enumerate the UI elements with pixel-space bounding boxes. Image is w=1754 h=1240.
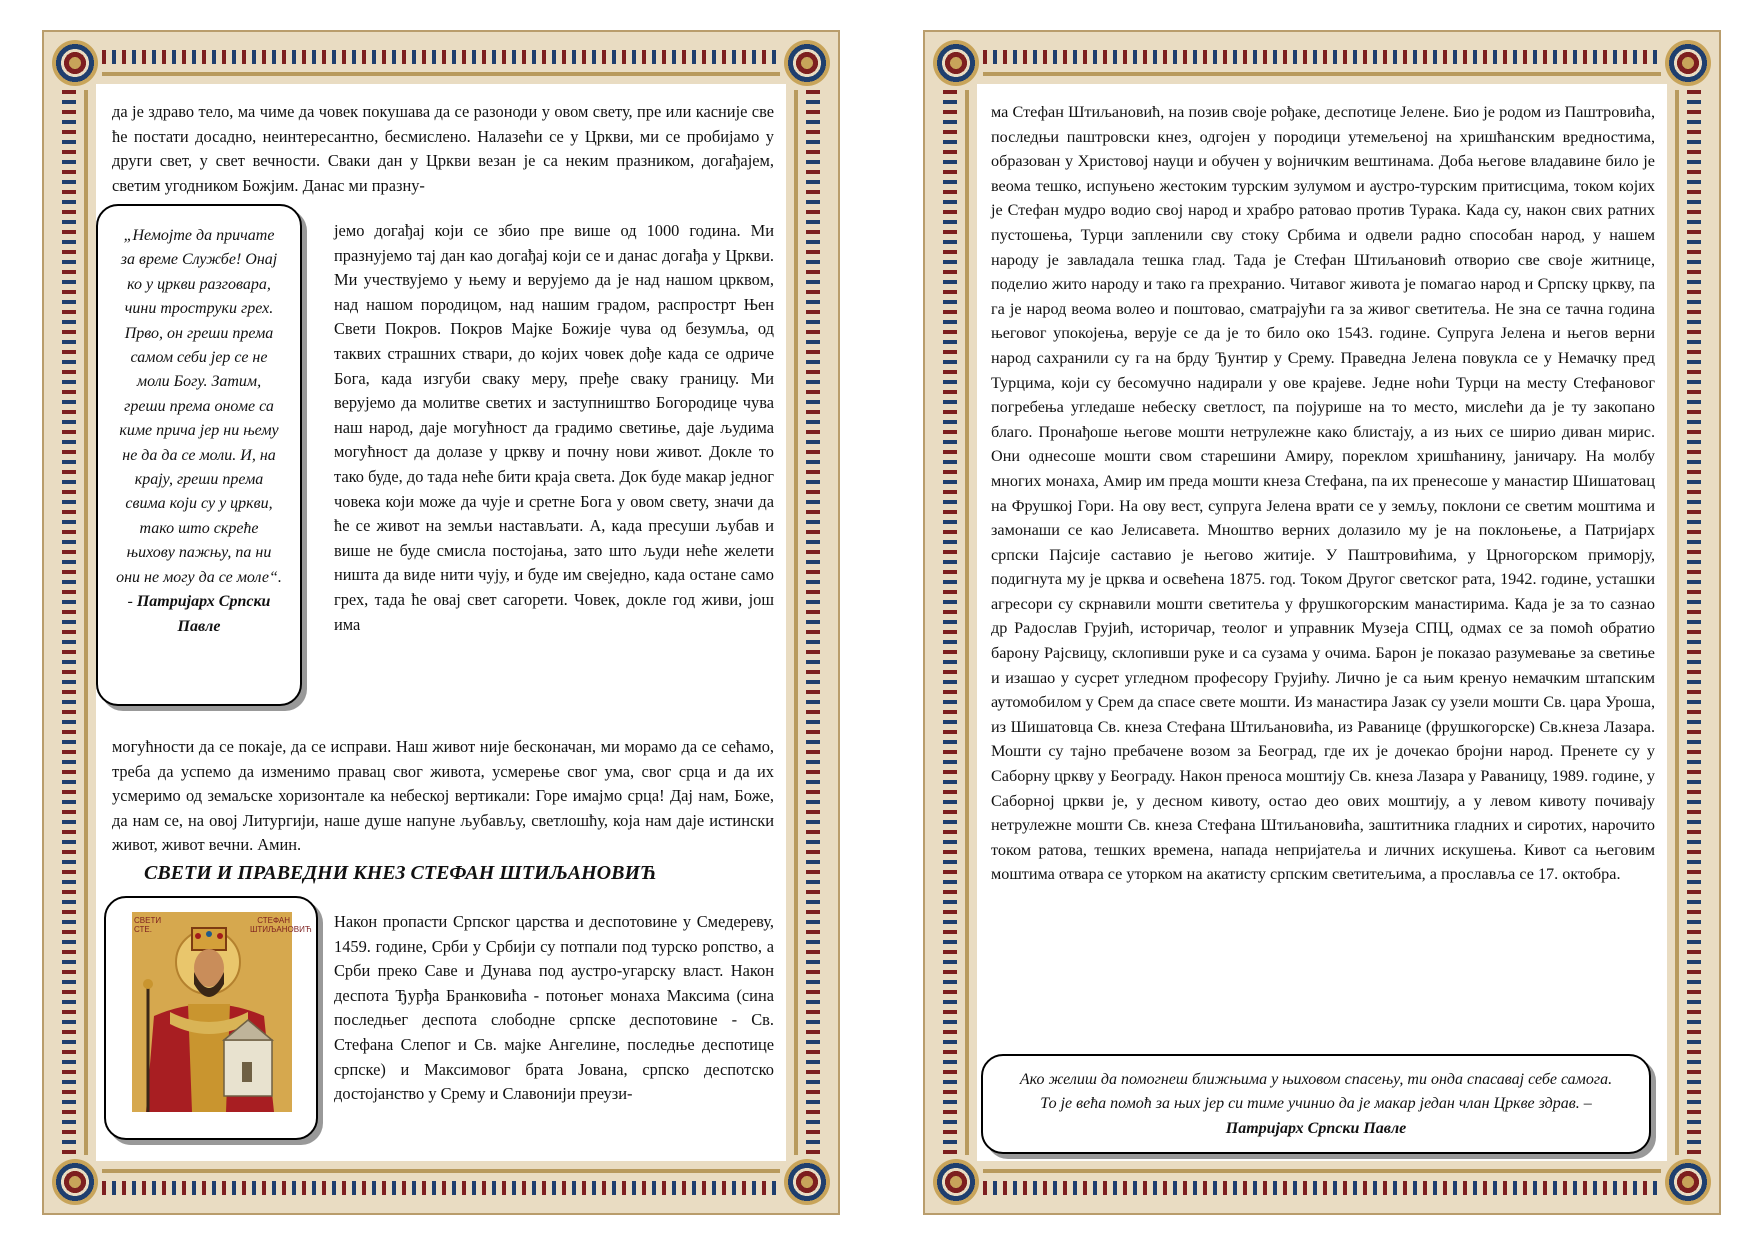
ornamental-border-left-line — [84, 90, 88, 1155]
ornamental-border-bottom — [102, 1181, 780, 1195]
ornamental-border-top-line — [102, 72, 780, 76]
left-page — [42, 30, 840, 1215]
main-paragraph: ма Стефан Штиљановић, на позив своје рођаке, деспотице Јелене. Био је родом из Паштровића, последњи паштровски кнез, одгојен у породици утемељеној на хришћанским вредностима, образован у Христовој науци и обучен у војничким вештинама. Доба његове владавине било је веома тешко, испуњено жестоким турским зулумом и аустро-турским притисцима, током којих је Стефан мудро водио свој народ и храбро ратовао против Турака. Када су, након свих ратних пустошења, Турци запленили сву стоку Србима и одвели радно способан народ, у нашем народу је завладала тешка глад. Тада је Стефан Штиљановић отворио све своје житнице, поделио жито народу и тако га прехранио. Читавог живота је помагао народ и Српску цркву, па га је народ веома волео и поштовао, сматрајући га за живог светитеља. Не зна се тачна година његовог упокојења, верује се да је то било око 1543. године. Супруга Јелена и његов верни народ сахранили су га на брду Ђунтир у Срему. Праведна Јелена повукла се у Немачку пред Турцима, који су бесомучно надирали у ове крајеве. Једне ноћи Турци на месту Стефановог погребења угледаше небеску светлост, па појурише на то место, мислећи да је ту закопано благо. Пронађоше његове мошти нетрулежне како блистају, а из њих се ширио диван мирис. Они однесоше мошти свом старешини Амиру, пореклом хришћанину, јаничару. На молбу многих монаха, Амир им преда мошти кнеза Стефана, па их пренесоше у манастир Шишатовац на Фрушкој Гори. На ову вест, супруга Јелена врати се у земљу, поклони се светим моштима и замонаши се као Јелисавета. Мноштво верних долазило му је на поклоњење, а Патријарх српски Пајсије саставио је његово житије. У Паштровићима, у Црногорском приморју, подигнута му је црква и освећена 1875. год. Током Другог светског рата, 1942. године, усташки агресори су скрнавили мошти светитеља у фрушкогорским манастирима. Када је за то сазнао др Радослав Грујић, историчар, теолог и управник Музеја СПЦ, одмах се за помоћ обратио барону Рајсвицу, склопивши руке и са сузама у очима. Барон је показао разумевање за светиње и изашао у сусрет угледном професору Грујићу. Лично је са њим кренуо немачким штапским аутомобилом у Срем да спасе свете мошти. Из манастира Јазак су узели мошти Св. цара Уроша, из Шишатовца Св. кнеза Стефана Штиљановића, из Раванице (фрушкогорске) Св.кнеза Лазара. Мошти су тајно пребачене возом за Београд, где их је дочекао бројни народ. Пренете су у Саборну цркву у Београду. Након преноса моштију Св. кнеза Лазара у Раваницу, 1989. године, у Саборној цркви је, у десном кивоту, остао део ових моштију, а у левом кивоту почивају нетрулежне мошти Св. кнеза Стефана Штиљановића, заштитника гладних и сиротих, нарочито током ратова, тешких времена, напада непријатеља и личних искушења. Кивот са његовим моштима отвара се уторком на акатисту српским светитељима, а прославља се 17. октобра. — [991, 103, 1656, 884]
quote-text: Ако желиш да помогнеш ближњима у њиховом спасењу, ти онда спасавај себе самога. То је већа помоћ за њих јер си тиме учинио да је макар један члан Цркве здрав. – — [1019, 1071, 1613, 1113]
rosette-icon — [933, 40, 979, 86]
section-title: СВЕТИ И ПРАВЕДНИ КНЕЗ СТЕФАН ШТИЉАНОВИЋ — [144, 862, 657, 884]
rosette-icon — [784, 1159, 830, 1205]
ornamental-border-right — [806, 90, 820, 1155]
icon-caption-left: СВЕТИ СТЕ. — [134, 916, 162, 934]
patriarch-quote-box — [96, 204, 302, 706]
ornamental-border-right-line — [1675, 90, 1679, 1155]
quote-author: Патријарх Српски Павле — [136, 593, 271, 635]
quote-author: Патријарх Српски Павле — [1225, 1119, 1407, 1137]
ornamental-border-left — [62, 90, 76, 1155]
ornamental-border-right — [1687, 90, 1701, 1155]
ornamental-border-bottom — [983, 1181, 1661, 1195]
ornamental-border-top — [102, 50, 780, 64]
ornamental-border-bottom-line — [983, 1169, 1661, 1173]
ornamental-border-left-line — [965, 90, 969, 1155]
rosette-icon — [52, 40, 98, 86]
ornamental-border-left — [943, 90, 957, 1155]
ornamental-border-top-line — [983, 72, 1661, 76]
patriarch-quote-box — [981, 1054, 1651, 1154]
saint-icon-illustration — [132, 912, 312, 1112]
ornamental-border-right-line — [794, 90, 798, 1155]
continue-paragraph: могућности да се покаје, да се исправи. Наш живот није бесконачан, ми морамо да се сећамо, треба да успемо да изменимо правац свог живота, усмерење свог ума, свог срца и да их усмеримо од земаљске хоризонтале ка небеској вертикали: Горе имајмо срца! Дај нам, Боже, да нам се, на овој Литургији, наше душе напуне љубављу, светлошћу, која нам даје истински живот, живот вечни. Амин. — [112, 737, 774, 855]
history-paragraph: Након пропасти Српског царства и деспотовине у Смедереву, 1459. године, Срби у Србији су потпали под турско ропство, а Срби преко Саве и Дунава под аустро-угарску власт. Након деспота Ђурђа Бранковића - потоњег монаха Максима (сина последњег деспота слободне српске деспотовине - Св. Стефана Слепог и Св. мајке Ангелине, последње деспотице српске) и Максимовог брата Јована, српско деспотско достојанство у Срему и Славонији преузи- — [334, 912, 774, 1104]
ornamental-border-top — [983, 50, 1661, 64]
side-paragraph: јемо догађај који се збио пре више од 1000 година. Ми празнујемо тај дан као догађај који се и данас догађа у Цркви. Ми учествујемо у њему и верујемо да је над нашом црквом, над нашом породицом, над нашим градом, распрострт Њен Свети Покров. Покров Мајке Божије чува од безумља, од таквих страшних ствари, до којих човек дође када се одриче Бога, када изгуби сваку меру, пређе сваку границу. Ми верујемо да молитве светих и заступништво Богородице чува наш народ, даје могућност да градимо светиње, даје људима могућност да долазе у цркву и почну нови живот. Докле то тако буде, до тада неће бити краја света. Док буде макар једног човека који може да чује и сретне Бога у овом свету, значи да ће се живот на земљи настављати. А, када пресуши љубав и више не буде смисла постојања, зато што људи неће желети ништа да виде нити чују, и буде им свеједно, када остане само грех, тада ће овај свет сагорети. Човек, докле год живи, још има — [334, 221, 774, 634]
icon-caption-right: СТЕФАН ШТИЉАНОВИЋ — [250, 916, 312, 934]
rosette-icon — [784, 40, 830, 86]
ornamental-border-bottom-line — [102, 1169, 780, 1173]
intro-paragraph: да је здраво тело, ма чиме да човек покушава да се разоноди у овом свету, пре или касније све ће постати досадно, неинтересантно, бесмислено. Налазећи се у Цркви, ми се пробијамо у други свет, у свет вечности. Сваки дан у Цркви везан је са неким празником, догађајем, светим угодником Божјим. Данас ми празну- — [112, 102, 774, 195]
saint-icon-frame — [104, 896, 318, 1140]
quote-text: „Немојте да причате за време Службе! Онај ко у цркви разговара, чини троструки грех. Прво, он греши према самом себи јер се не моли Богу. Затим, греши према ономе са киме прича јер ни њему не да да се моли. И, на крају, греши према свима који су у цркви, тако што скреће њихову пажњу, па ни они не могу да се моле“. - — [116, 227, 282, 611]
right-page — [923, 30, 1721, 1215]
rosette-icon — [52, 1159, 98, 1205]
rosette-icon — [1665, 1159, 1711, 1205]
rosette-icon — [1665, 40, 1711, 86]
saint-stefan-icon — [132, 912, 312, 1112]
rosette-icon — [933, 1159, 979, 1205]
